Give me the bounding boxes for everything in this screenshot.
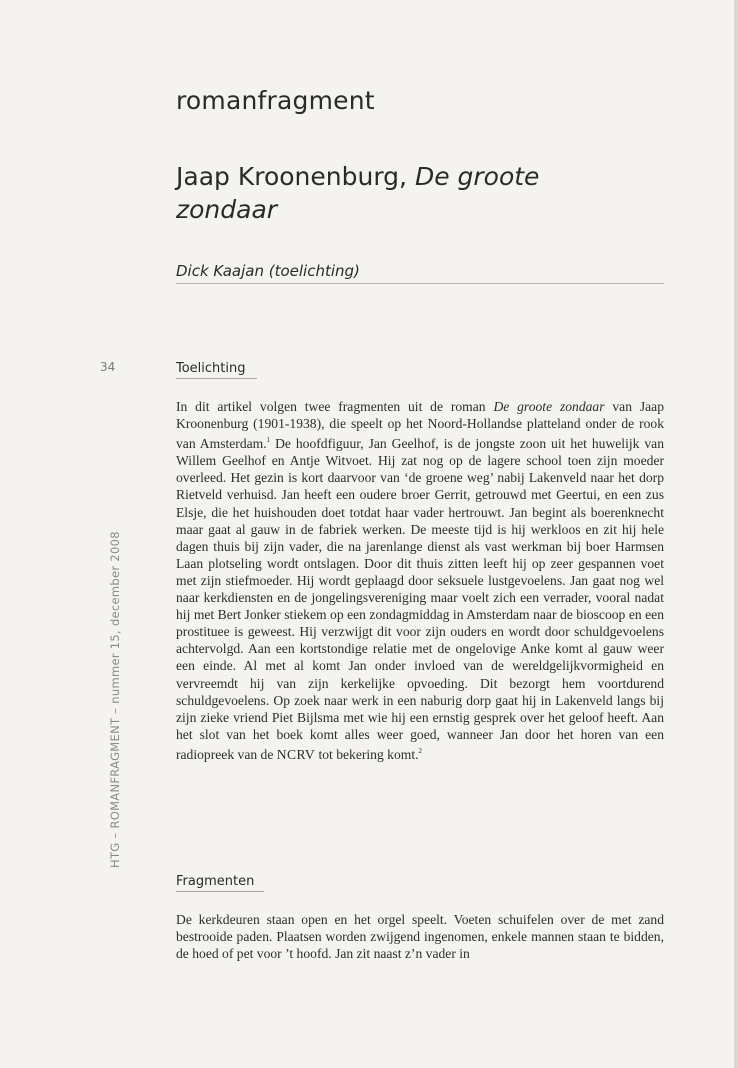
heading-toelichting-rule [176, 378, 257, 379]
heading-fragmenten-rule [176, 891, 264, 892]
paragraph-toelichting [176, 398, 664, 763]
author-divider [176, 283, 664, 284]
text-run: tot bekering komt. [315, 746, 419, 762]
text-run: In dit artikel volgen twee fragmenten uit de roman [176, 399, 494, 414]
footnote-marker[interactable]: 1 [266, 436, 271, 445]
book-title-italic: De groote zondaar [493, 399, 605, 414]
page-number: 34 [100, 360, 116, 374]
page-edge [734, 0, 738, 1068]
article-author: Dick Kaajan (toelichting) [176, 262, 360, 280]
running-head: HTG – ROMANFRAGMENT – nummer 15, december 2008 [108, 531, 122, 868]
text-run: De hoofdfiguur, Jan Geelhof, is de jongste zoon uit het huwelijk van Willem Geelhof en Antje Witvoet. Hij zat nog op de lagere school toen zijn moeder overleed. Het gezin is kort daarvoor van ‘de groene weg’ nabij Lakenveld naar het dorp Rietveld verhuisd. Jan heeft een oudere broer Gerrit, getrouwd met Geertui, en een zus Elsje, die het huishouden doet totdat haar vader hertrouwt. Jan begint als boerenknecht maar gaat al gauw in de fabriek werken. De meeste tijd is hij werkloos en zit hij hele dagen thuis bij zijn vader, die na jarenlange dienst als vast werkman bij boer Harmsen Laan plotseling wordt ontslagen. Door dit thuis zitten leeft hij op zeer gespannen voet met zijn stiefmoeder. Hij wordt geplaagd door seksuele lustgevoelens. Jan gaat nog wel naar kerkdiensten en de jongelingsvereniging maar voelt zich een verrader, vooral nadat hij met Bert Jonker stiekem op een zondagmiddag in Amsterdam naar de bioscoop en een prostituee is geweest. Hij verzwijgt dit voor zijn ouders en wordt door schuldgevoelens achtervolgd. Aan een kortstondige relatie met de ongelovige Anke komt al gauw weer een einde. Al met al komt Jan onder invloed van de wereldgelijkvormigheid en vervreemdt hij van zijn kerkelijke opvoeding. Dit bezorgt hem voortdurend schuldgevoelens. Op zoek naar werk in een naburig dorp gaat hij in Lakenveld langs bij zijn zieke vriend Piet Bijlsma met wie hij een ernstig gesprek over het geloof heeft. Aan het slot van het boek komt alles weer goed, wanneer Jan door het horen van een radiopreek van de [176, 436, 664, 762]
footnote-marker[interactable]: 2 [418, 746, 423, 755]
paragraph-fragmenten: De kerkdeuren staan open en het orgel speelt. Voeten schuifelen over de met zand bestrooide paden. Plaatsen worden zwijgend ingenomen, enkele mannen staan te bidden, de hoed of pet voor ’t hoofd. Jan zit naast z’n vader in [176, 912, 664, 962]
title-author-name: Jaap Kroonenburg, [176, 162, 415, 191]
article-title [176, 160, 636, 226]
title-book-name: De groote zondaar [176, 162, 540, 224]
heading-fragmenten: Fragmenten [176, 874, 255, 889]
heading-toelichting: Toelichting [176, 361, 246, 376]
text-run: van Jaap Kroonenburg (1901-1938), die speelt op het Noord-Hollandse platteland onder de rook van Amsterdam. [176, 399, 664, 452]
section-label: romanfragment [176, 86, 375, 115]
small-caps-text: NCRV [276, 746, 316, 762]
